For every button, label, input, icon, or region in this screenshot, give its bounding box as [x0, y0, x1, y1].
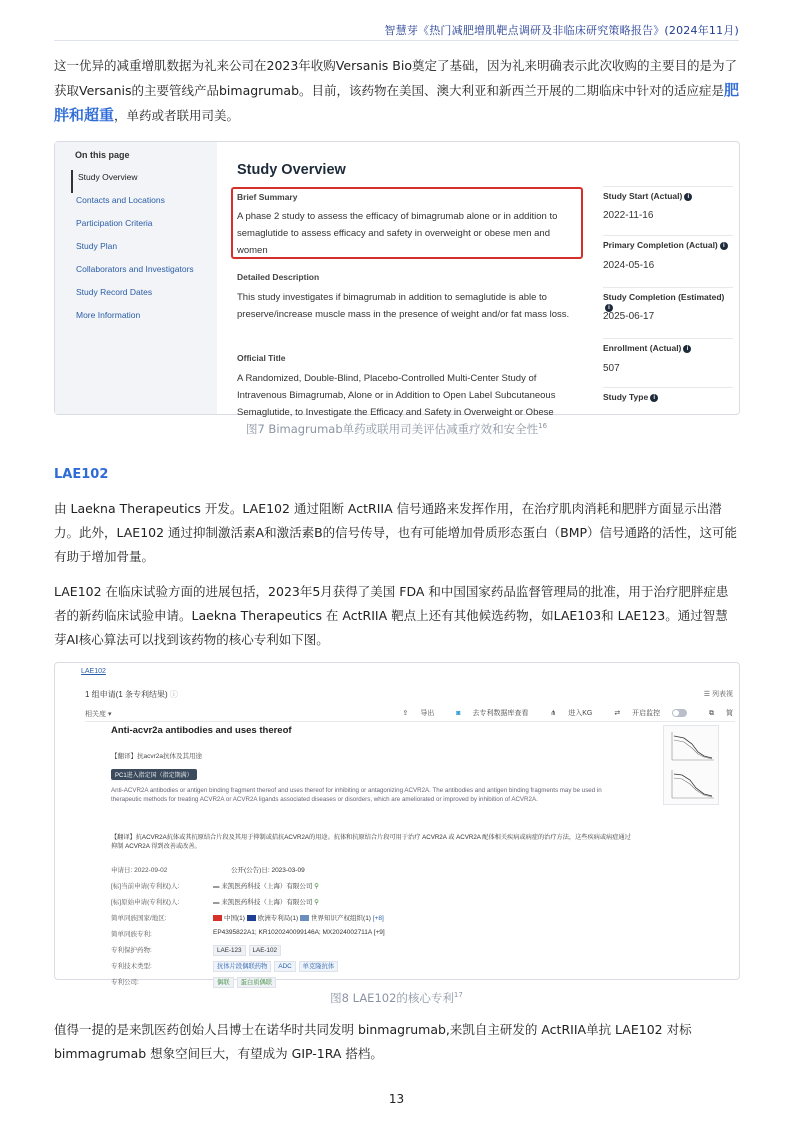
- sidebar-nav: [71, 170, 211, 331]
- tech-type-label: 专利技术类型:: [111, 963, 152, 970]
- app-date-label: 申请日:: [111, 867, 133, 874]
- sidebar-item-more-info[interactable]: More Information: [76, 310, 141, 320]
- fact-value-enrollment: 507: [603, 363, 620, 374]
- last-value: [213, 977, 279, 988]
- current-assignee-label: [标]当前申请(专利权)人:: [111, 883, 180, 890]
- study-overview-main: [231, 142, 581, 418]
- lae102-paragraph-1: 由 Laekna Therapeutics 开发。LAE102 通过阻断 ActRIIA 信号通路来发挥作用，在治疗肌肉消耗和肥胖方面显示出潜力。此外，LAE102 通过抑制激活素A和激活素B的信号传导，也有可能增加骨质形态蛋白（BMP）信号通路的活性，这可能有助于增加骨量。: [54, 501, 738, 564]
- on-this-page-sidebar: [55, 142, 217, 414]
- export-icon: ⇪: [402, 710, 409, 717]
- last-chip[interactable]: 偶联: [213, 977, 234, 988]
- enter-kg-label: 进入KG: [568, 710, 593, 717]
- official-title-text: A Randomized, Double-Blind, Placebo-Controlled Multi-Center Study of Intravenous Bimagrumab, Alone or in Addition to Open Label Subcutaneous Semaglutide, to Investigate the Efficacy and Safety in Overweight or Obese: [237, 373, 556, 418]
- export-label: 导出: [420, 710, 435, 717]
- figure8-caption: [0, 990, 793, 1006]
- fact-label-text: Primary Completion (Actual): [603, 240, 718, 250]
- indication-highlight: 肥胖和超重: [54, 81, 740, 124]
- original-assignee-value[interactable]: [213, 897, 319, 906]
- list-view-label: 列表视: [712, 691, 733, 698]
- tech-chip[interactable]: 抗体片段偶联药物: [213, 961, 271, 972]
- detailed-description-label: Detailed Description: [237, 272, 320, 282]
- view-in-database-label: 去专利数据库查看: [472, 710, 529, 717]
- figure7-caption-text: 图7 Bimagrumab单药或联用司美评估减重疗效和安全性: [245, 422, 539, 436]
- fact-value-study-start: 2022-11-16: [603, 210, 654, 221]
- closing-paragraph: 值得一提的是来凯医药创始人吕博士在诺华时共同发明 binmagrumab,来凯自主研发的 ActRIIA单抗 LAE102 对标 bimmagrumab 想象空间巨大，有望成为 GIP-1RA 搭档。: [54, 1022, 692, 1061]
- fact-label-study-start: [603, 186, 733, 201]
- study-overview-title: Study Overview: [237, 162, 346, 178]
- intro-text-end: ，单药或者联用司美。: [114, 108, 240, 123]
- fact-value-primary-completion: 2024-05-16: [603, 260, 655, 271]
- info-icon[interactable]: i: [683, 345, 691, 353]
- family-links[interactable]: EP4395822A1; KR1020240099146A; MX2024002711A [+9]: [213, 929, 385, 936]
- fact-label-text: Study Start (Actual): [603, 191, 683, 201]
- drug-chip[interactable]: LAE-123: [213, 945, 246, 956]
- info-icon[interactable]: i: [650, 394, 658, 402]
- section-title-lae102: LAE102: [54, 467, 109, 482]
- detailed-description-text: This study investigates if bimagrumab in addition to semaglutide is able to preserve/increase muscle mass in the presence of weight and/or fat mass loss.: [237, 292, 570, 320]
- sort-dropdown[interactable]: [85, 709, 111, 719]
- figure7-caption-ref: 16: [538, 422, 548, 431]
- monitor-icon: ⇄: [614, 710, 621, 717]
- patent-title[interactable]: Anti-acvr2a antibodies and uses thereof: [111, 725, 292, 736]
- family-label: 简单同族专利:: [111, 931, 152, 938]
- brief-summary-text: A phase 2 study to assess the efficacy of bimagrumab alone or in addition to semaglutide to assess efficacy and safety in overweight or obese men and women: [237, 211, 558, 256]
- current-assignee-value[interactable]: [213, 881, 319, 890]
- figure8-caption-text: 图8 LAE102的核心专利: [330, 991, 454, 1005]
- fact-value-study-completion: 2025-06-17: [603, 311, 655, 322]
- sidebar-item-collaborators[interactable]: Collaborators and Investigators: [76, 264, 194, 274]
- family-countries-row: [111, 913, 631, 925]
- fact-label-text: Study Completion (Estimated): [603, 292, 725, 302]
- patent-abstract: Anti-ACVR2A antibodies or antigen binding fragment thereof and uses thereof for inhibiting or antagonizing ACVR2A. The antibodies and antigen binding fragments may be used in therapeutic methods for treating ACVR2A or ACVR2A ligands associated diseases or disorders, which are ameliorated or improved by inhibition of ACVR2A.: [111, 787, 602, 803]
- patent-drawing-thumbnail[interactable]: [663, 725, 719, 805]
- country-ep[interactable]: 欧洲专利局(1): [257, 915, 299, 922]
- chevron-down-icon: ▾: [107, 711, 112, 718]
- family-countries-label: 简单同族国家/地区:: [111, 915, 167, 922]
- tech-chip[interactable]: 单克隆抗体: [299, 961, 338, 972]
- drugs-value: [213, 945, 284, 956]
- country-wo[interactable]: 世界知识产权组织(1): [311, 915, 371, 922]
- figure8-caption-ref: 17: [453, 991, 463, 1000]
- more-countries[interactable]: [+8]: [372, 915, 384, 922]
- figure7-caption: [0, 421, 793, 437]
- result-toolbar: [382, 708, 733, 718]
- monitor-toggle[interactable]: [604, 710, 687, 717]
- running-header: 智慧芽《热门减肥增肌靶点调研及非临床研究策略报告》(2024年11月): [384, 24, 739, 37]
- intro-text: 这一优异的减重增肌数据为礼来公司在2023年收购Versanis Bio奠定了基础，因为礼来明确表示此次收购的主要目的是为了获取Versanis的主要管线产品bimagrumab。目前，该药物在美国、澳大利亚和新西兰开展的二期临床中针对的适应症是: [54, 58, 737, 98]
- original-assignee-name: 来凯医药科技（上海）有限公司: [221, 899, 313, 906]
- sort-label: 相关度: [85, 711, 106, 718]
- family-countries-value: [213, 913, 384, 922]
- tech-type-value: [213, 961, 341, 972]
- company-logo-icon: ▬: [213, 899, 220, 906]
- claim-status-badge: PC1进入指定国（指定期满）: [111, 769, 197, 780]
- sidebar-item-contacts[interactable]: Contacts and Locations: [76, 195, 165, 205]
- current-assignee-name: 来凯医药科技（上海）有限公司: [221, 883, 313, 890]
- info-icon[interactable]: i: [684, 193, 692, 201]
- tech-chip[interactable]: ADC: [274, 961, 295, 972]
- tag-icon: ⚲: [314, 899, 319, 906]
- patent-title-translation: 【翻译】抗acvr2a抗体及其用途: [111, 753, 203, 760]
- pub-date-value: 2023-03-09: [271, 867, 305, 874]
- fact-label-text: Enrollment (Actual): [603, 343, 682, 353]
- country-cn[interactable]: 中国(1): [224, 915, 245, 922]
- list-view-toggle[interactable]: [704, 689, 733, 699]
- help-icon[interactable]: ⓘ: [169, 690, 178, 699]
- company-logo-icon: ▬: [213, 883, 220, 890]
- flag-cn-icon: [213, 915, 222, 921]
- last-row: [111, 977, 631, 989]
- fact-label-enrollment: [603, 338, 733, 353]
- app-date-field: [111, 865, 211, 874]
- family-row: [111, 929, 631, 941]
- sidebar-item-study-overview[interactable]: Study Overview: [71, 170, 211, 193]
- app-date-value: 2022-09-02: [134, 867, 168, 874]
- info-icon[interactable]: i: [605, 304, 613, 312]
- fact-label-text: Study Type: [603, 392, 649, 402]
- drugs-label: 专利保护药物:: [111, 947, 152, 954]
- pub-date-label: 公开(公告)日:: [231, 867, 270, 874]
- fact-label-study-completion: [603, 287, 733, 312]
- drug-chip[interactable]: LAE-102: [249, 945, 282, 956]
- patent-abstract-translation: 【翻译】抗ACVR2A抗体或其抗原结合片段及其用于抑制或拮抗ACVR2A的用途。抗体和抗原结合片段可用于治疗 ACVR2A 或 ACVR2A 配体相关疾病或病症的治疗方法，这些疾病或病症通过抑制 ACVR2A 得到改善或改善。: [111, 834, 631, 850]
- flag-wo-icon: [300, 915, 309, 921]
- result-count: [85, 689, 178, 700]
- drugs-row: [111, 945, 631, 957]
- flag-ep-icon: [247, 915, 256, 921]
- fact-label-primary-completion: [603, 235, 733, 250]
- simplify-label: 简: [726, 710, 733, 717]
- lae102-paragraph-2: LAE102 在临床试验方面的进展包括，2023年5月获得了美国 FDA 和中国国家药品监督管理局的批准，用于治疗肥胖症患者的新药临床试验申请。Laekna Therapeutics 在 ActRIIA 靶点上还有其他候选药物，如LAE103和 LAE123。通过智慧芽AI核心算法可以找到该药物的核心专利如下图。: [54, 584, 729, 647]
- database-icon: ◙: [456, 710, 461, 717]
- intro-paragraph: [54, 54, 740, 128]
- info-icon[interactable]: i: [720, 242, 728, 250]
- result-count-text: 1 组申请(1 条专利结果): [85, 690, 168, 699]
- kg-icon: ⋔: [550, 710, 557, 717]
- last-chip[interactable]: 蛋白质偶联: [237, 977, 276, 988]
- tech-type-row: [111, 961, 631, 973]
- study-facts-panel: [603, 142, 735, 414]
- original-assignee-row: [111, 897, 631, 909]
- fact-label-study-type: [603, 387, 733, 402]
- sidebar-item-record-dates[interactable]: Study Record Dates: [76, 287, 153, 297]
- copy-icon: ⧉: [709, 710, 715, 717]
- dates-row: [111, 865, 631, 877]
- tag-icon: ⚲: [314, 883, 319, 890]
- patent-drawing-chart: [664, 726, 718, 804]
- header-divider: [54, 40, 739, 41]
- lae102-link[interactable]: LAE102: [81, 668, 106, 675]
- monitor-label: 开启监控: [632, 710, 661, 717]
- sidebar-item-participation[interactable]: Participation Criteria: [76, 218, 153, 228]
- page-number: 13: [388, 1092, 405, 1106]
- enter-kg-button[interactable]: [540, 710, 592, 717]
- toolbar-divider: [85, 721, 735, 722]
- original-assignee-label: [标]原始申请(专利权)人:: [111, 899, 180, 906]
- pub-date-field: [231, 865, 305, 874]
- list-icon: ☰: [703, 691, 711, 698]
- figure-study-overview: [54, 141, 740, 418]
- last-label: 专利公司:: [111, 979, 139, 986]
- figure-patent-search: [54, 662, 740, 986]
- toggle-switch[interactable]: [672, 709, 687, 717]
- brief-summary-label: Brief Summary: [237, 192, 298, 202]
- sidebar-heading: On this page: [75, 150, 130, 160]
- current-assignee-row: [111, 881, 631, 893]
- export-button[interactable]: [392, 710, 434, 717]
- sidebar-item-study-plan[interactable]: Study Plan: [76, 241, 118, 251]
- simplify-button[interactable]: [699, 710, 733, 717]
- view-in-database-button[interactable]: [446, 710, 528, 717]
- official-title-label: Official Title: [237, 353, 286, 363]
